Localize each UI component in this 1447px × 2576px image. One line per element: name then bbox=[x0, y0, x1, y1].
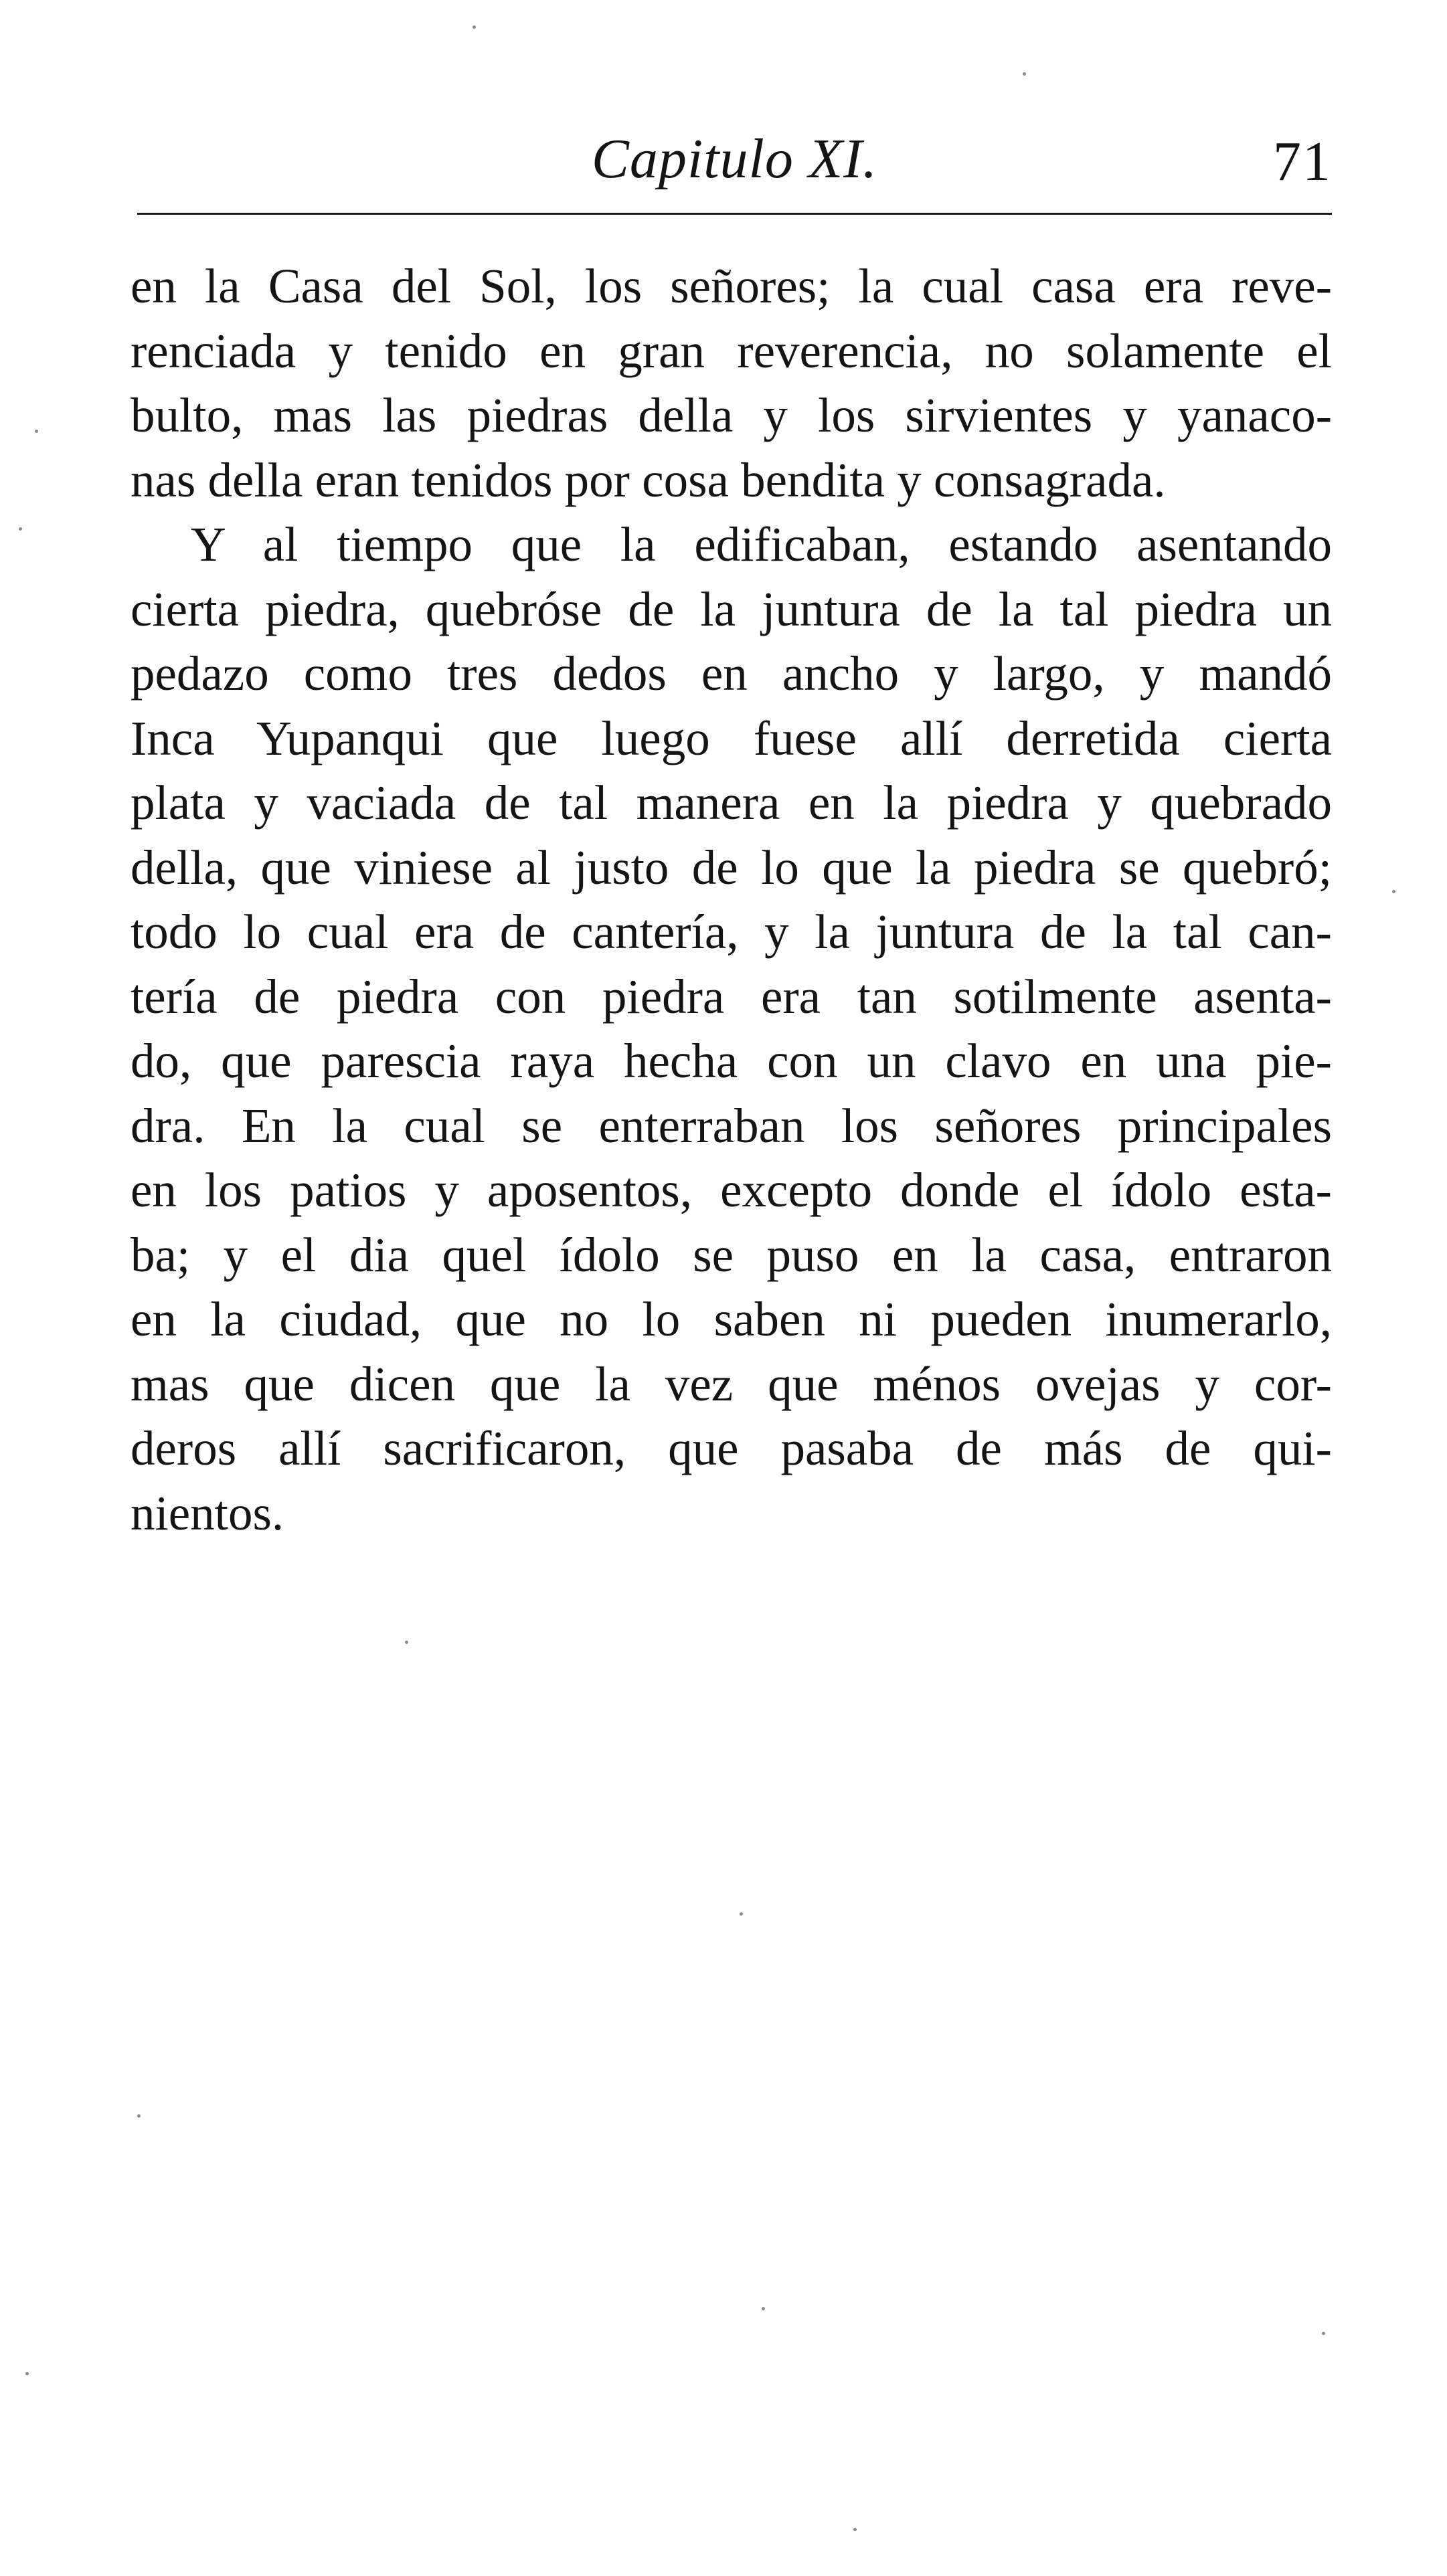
paper-speck bbox=[405, 1641, 408, 1644]
text-line: mas que dicen que la vez que ménos ovejas y cor- bbox=[131, 1356, 1332, 1411]
text-line: deros allí sacrificaron, que pasaba de más de qui- bbox=[131, 1421, 1332, 1475]
paper-speck bbox=[853, 2528, 857, 2531]
paper-speck bbox=[1023, 72, 1026, 76]
text-line: della, que viniese al justo de lo que la piedra se quebró; bbox=[131, 840, 1332, 895]
page-number: 71 bbox=[1273, 130, 1332, 193]
text-line: todo lo cual era de cantería, y la juntura de la tal can- bbox=[131, 905, 1332, 959]
text-line: dra. En la cual se enterraban los señores principales bbox=[131, 1098, 1332, 1153]
header-rule bbox=[137, 213, 1332, 215]
text-line: bulto, mas las piedras della y los sirvientes y yanaco- bbox=[131, 388, 1332, 442]
paper-speck bbox=[137, 2114, 141, 2118]
text-line: Inca Yupanqui que luego fuese allí derretida cierta bbox=[131, 711, 1332, 765]
paper-speck bbox=[1392, 890, 1395, 893]
paper-speck bbox=[19, 527, 22, 531]
text-line: en la ciudad, que no lo saben ni pueden inumerarlo, bbox=[131, 1292, 1332, 1346]
text-line: en los patios y aposentos, excepto donde el ídolo esta- bbox=[131, 1163, 1332, 1217]
text-line: plata y vaciada de tal manera en la piedra y quebrado bbox=[131, 775, 1332, 830]
paper-speck bbox=[762, 2307, 765, 2310]
paper-speck bbox=[25, 2372, 29, 2375]
chapter-title: Capitulo XI. bbox=[591, 128, 878, 190]
text-line: en la Casa del Sol, los señores; la cual casa era reve- bbox=[131, 259, 1332, 313]
paper-speck bbox=[473, 25, 476, 29]
paragraph-start-line: Y al tiempo que la edificaban, estando asentando bbox=[191, 517, 1332, 571]
text-line: pedazo como tres dedos en ancho y largo, y mandó bbox=[131, 646, 1332, 701]
text-line: ba; y el dia quel ídolo se puso en la casa, entraron bbox=[131, 1227, 1332, 1282]
text-line: cierta piedra, quebróse de la juntura de la tal piedra un bbox=[131, 581, 1332, 636]
text-line: nientos. bbox=[131, 1485, 284, 1540]
text-line: renciada y tenido en gran reverencia, no solamente el bbox=[131, 323, 1332, 378]
text-line: nas della eran tenidos por cosa bendita y consagrada. bbox=[131, 452, 1166, 507]
text-line: tería de piedra con piedra era tan sotilmente asenta- bbox=[131, 969, 1332, 1024]
body-text bbox=[131, 254, 1332, 1546]
paper-speck bbox=[740, 1912, 743, 1916]
running-header bbox=[137, 114, 1332, 201]
paper-speck bbox=[35, 430, 38, 433]
paper-speck bbox=[1322, 2332, 1325, 2335]
text-line: do, que parescia raya hecha con un clavo en una pie- bbox=[131, 1034, 1332, 1088]
